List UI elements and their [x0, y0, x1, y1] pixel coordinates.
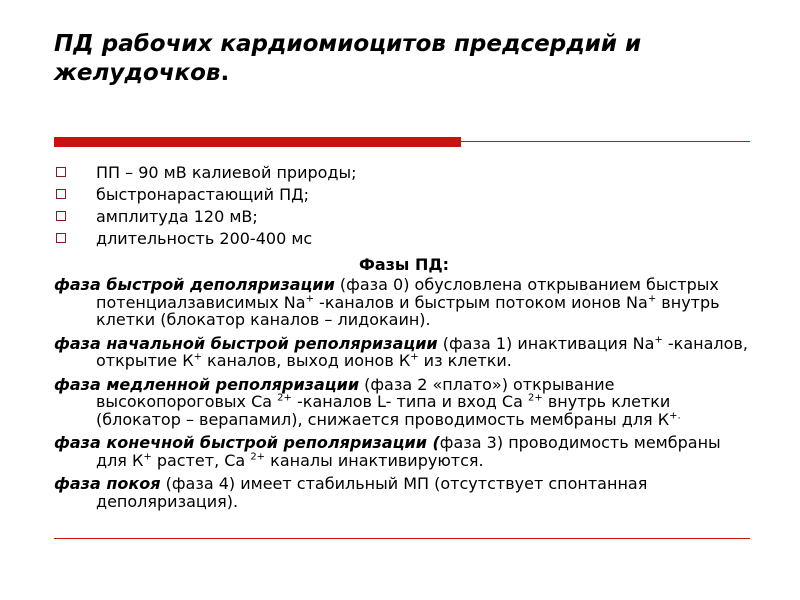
- bullet-text: длительность 200-400 мс: [96, 229, 313, 248]
- phase-text: -каналов и быстрым потоком ионов Na: [313, 292, 648, 312]
- ion-charge: 2+: [528, 392, 543, 404]
- phase-text: растет, Са: [151, 450, 251, 470]
- phase-item: [54, 276, 754, 329]
- slide-title: [54, 30, 754, 88]
- phase-item: [54, 335, 754, 370]
- phase-list: [54, 276, 754, 516]
- phase-text: (фаза 2 «плато») открывание высокопороговых Са: [96, 374, 615, 411]
- ion-charge: +: [193, 351, 202, 363]
- phase-name: фаза покоя: [54, 474, 161, 493]
- phase-text: из клетки.: [418, 351, 512, 370]
- phase-item: [54, 376, 754, 429]
- phase-text: фаза 3) проводимость мембраны для К: [96, 433, 721, 470]
- phase-text: внутрь клетки (блокатор – верапамил), снижается проводимость мембраны для К: [96, 392, 671, 429]
- phase-text: (фаза 1) инактивация Na: [437, 333, 655, 353]
- ion-charge: +: [305, 293, 314, 305]
- ion-charge: +: [143, 451, 152, 463]
- bullet-item: [54, 162, 754, 184]
- phase-item: [54, 475, 754, 510]
- title-underline-thick: [54, 137, 461, 147]
- phase-text: -каналов L- типа и вход Са: [291, 392, 528, 411]
- bullet-item: [54, 184, 754, 206]
- square-bullet-icon: [56, 167, 66, 177]
- bullet-text: быстронарастающий ПД;: [96, 185, 310, 204]
- phase-text: -каналов, открытие К: [96, 333, 748, 370]
- title-underline: [54, 137, 750, 147]
- phase-item: [54, 434, 754, 469]
- slide-title-text: ПД рабочих кардиомиоцитов предсердий и желудочков: [54, 31, 642, 86]
- bullet-text: ПП – 90 мВ калиевой природы;: [96, 163, 357, 182]
- bullet-item: [54, 228, 754, 250]
- ion-charge: +: [647, 293, 657, 305]
- bullet-item: [54, 206, 754, 228]
- phase-text: (фаза 0) обусловлена открыванием быстрых потенциалзависимых Na: [96, 275, 719, 312]
- bullet-text: амплитуда 120 мВ;: [96, 207, 258, 226]
- phase-text: каналов, выход ионов К: [201, 351, 411, 370]
- ion-charge: 2+: [250, 451, 266, 463]
- phases-heading: Фазы ПД:: [358, 255, 450, 274]
- phase-text: каналы инактивируются.: [265, 450, 484, 470]
- square-bullet-icon: [56, 233, 66, 243]
- square-bullet-icon: [56, 189, 66, 199]
- ion-charge: +: [654, 334, 663, 346]
- phase-text: (фаза 4) имеет стабильный МП (отсутствует спонтанная деполяризация).: [96, 474, 648, 511]
- bullet-list: [54, 162, 754, 250]
- phase-name: фаза быстрой деполяризации: [54, 275, 335, 294]
- ion-charge: +: [410, 351, 419, 363]
- ion-charge: +.: [669, 410, 681, 422]
- phase-name: фаза конечной быстрой реполяризации (: [54, 433, 440, 452]
- square-bullet-icon: [56, 211, 66, 221]
- bottom-divider: [54, 538, 750, 539]
- slide-title-period: .: [220, 60, 230, 86]
- phase-name: фаза медленной реполяризации: [54, 374, 360, 394]
- ion-charge: 2+: [277, 392, 292, 404]
- phase-text: внутрь клетки (блокатор каналов – лидокаин).: [96, 292, 720, 329]
- title-underline-thin: [461, 141, 750, 142]
- phase-name: фаза начальной быстрой реполяризации: [54, 333, 438, 353]
